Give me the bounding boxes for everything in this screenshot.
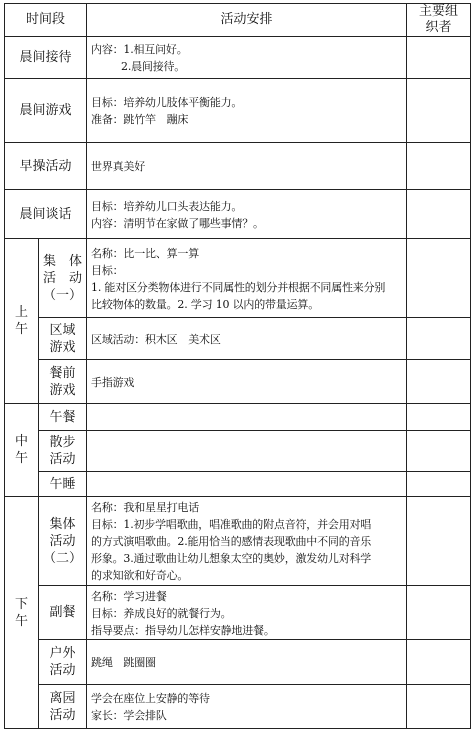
row-reception (5, 37, 471, 79)
label-talk: 晨间谈话 (5, 190, 87, 239)
daily-schedule-table (4, 3, 471, 729)
organizer-lunch (407, 404, 471, 431)
organizer-talk (407, 190, 471, 239)
content-snack: 名称：学习进餐 目标：养成良好的就餐行为。 指导要点：指导幼儿怎样安静地进餐。 (87, 586, 407, 640)
content-morning-game: 目标：培养幼儿肢体平衡能力。 准备：跳竹竿 蹦床 (87, 79, 407, 143)
label-morning-game: 晨间游戏 (5, 79, 87, 143)
row-outdoor (5, 640, 471, 685)
section-noon: 中午 (5, 404, 39, 497)
label-walk: 散步 活动 (39, 431, 87, 472)
label-group-activity-1: 集 体 活 动 （一） (39, 239, 87, 318)
label-group-activity-2: 集体 活动 （二） (39, 497, 87, 586)
row-talk (5, 190, 471, 239)
row-snack (5, 586, 471, 640)
organizer-walk (407, 431, 471, 472)
label-nap: 午睡 (39, 472, 87, 497)
section-morning: 上午 (5, 239, 39, 404)
organizer-outdoor (407, 640, 471, 685)
organizer-reception (407, 37, 471, 79)
row-morning-game (5, 79, 471, 143)
row-exercise (5, 143, 471, 190)
organizer-exercise (407, 143, 471, 190)
organizer-group-activity-1 (407, 239, 471, 318)
label-leave: 离园 活动 (39, 685, 87, 729)
organizer-morning-game (407, 79, 471, 143)
row-lunch (5, 404, 471, 431)
content-leave: 学会在座位上安静的等待 家长：学会排队 (87, 685, 407, 729)
row-walk (5, 431, 471, 472)
label-reception: 晨间接待 (5, 37, 87, 79)
section-afternoon: 下午 (5, 497, 39, 729)
content-nap (87, 472, 407, 497)
content-group-activity-1: 名称：比一比、算一算 目标： 1. 能对区分类物体进行不同属性的划分并根据不同属性来分别 比较物体的数量。2. 学习 10 以内的带量运算。 (87, 239, 407, 318)
content-area-game: 区域活动：积木区 美术区 (87, 318, 407, 360)
organizer-area-game (407, 318, 471, 360)
content-group-activity-2: 名称：我和星星打电话 目标：1.初步学唱歌曲，唱准歌曲的附点音符，并会用对唱 的方式演唱歌曲。2.能用恰当的感情表现歌曲中不同的音乐 形象。3.通过歌曲让幼儿想象太空的奥妙，激发幼儿对科学 的求知欲和好奇心。 (87, 497, 407, 586)
header-organizer: 主要组织者 (407, 4, 471, 37)
row-area-game (5, 318, 471, 360)
label-snack: 副餐 (39, 586, 87, 640)
organizer-premeal-game (407, 360, 471, 404)
content-reception: 内容：1.相互问好。 2.晨间接待。 (87, 37, 407, 79)
label-outdoor: 户外 活动 (39, 640, 87, 685)
row-group-activity-2 (5, 497, 471, 586)
row-premeal-game (5, 360, 471, 404)
row-leave (5, 685, 471, 729)
content-exercise: 世界真美好 (87, 143, 407, 190)
header-activity: 活动安排 (87, 4, 407, 37)
header-row (5, 4, 471, 37)
organizer-group-activity-2 (407, 497, 471, 586)
organizer-leave (407, 685, 471, 729)
label-lunch: 午餐 (39, 404, 87, 431)
label-exercise: 早操活动 (5, 143, 87, 190)
row-nap (5, 472, 471, 497)
content-outdoor: 跳绳 跳圈圈 (87, 640, 407, 685)
content-premeal-game: 手指游戏 (87, 360, 407, 404)
row-group-activity-1 (5, 239, 471, 318)
content-talk: 目标：培养幼儿口头表达能力。 内容：清明节在家做了哪些事情？。 (87, 190, 407, 239)
organizer-nap (407, 472, 471, 497)
content-lunch (87, 404, 407, 431)
organizer-snack (407, 586, 471, 640)
label-premeal-game: 餐前 游戏 (39, 360, 87, 404)
content-walk (87, 431, 407, 472)
label-area-game: 区域 游戏 (39, 318, 87, 360)
header-time: 时间段 (5, 4, 87, 37)
